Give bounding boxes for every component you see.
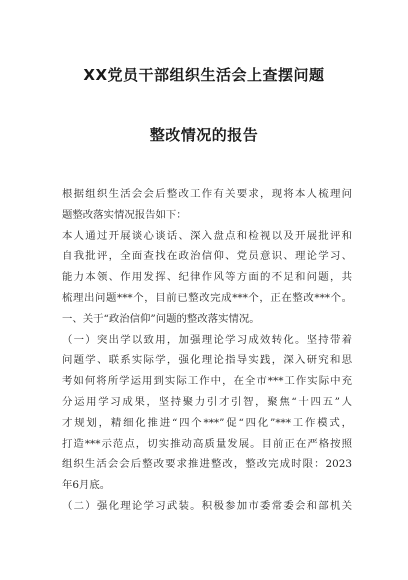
document-title-line1: XX党员干部组织生活会上查摆问题 [83, 66, 325, 84]
body-line: 问题学、联系实际学，强化理论指导实践，深入研究和思 [62, 354, 352, 367]
body-line: 年6月底。 [62, 479, 111, 492]
document-body [62, 184, 352, 517]
body-line: 才规划，精细化推进“四个***”促“四化”***工作模式， [62, 416, 352, 429]
body-line: （一）突出学以致用，加强理论学习成效转化。坚持带着 [62, 333, 352, 346]
body-line: 打造***示范点，切实推动高质量发展。目前正在严格按照 [62, 437, 352, 450]
section-heading: 一、关于“政治信仰”问题的整改落实情况。 [62, 312, 260, 325]
body-line: 梳理出问题***个，目前已整改完成***个，正在整改***个。 [62, 291, 352, 304]
body-line: 根据组织生活会会后整改工作有关要求，现将本人梳理问 [62, 188, 352, 200]
body-line: 分运用学习成果，坚持聚力引才引智，聚焦“十四五”人 [62, 395, 352, 408]
body-line: 自我批评，全面查找在政治信仰、党员意识、理论学习、 [62, 250, 352, 263]
body-line: 组织生活会会后整改要求推进整改，整改完成时限：2023 [62, 458, 352, 471]
body-line: 本人通过开展谈心谈话、深入盘点和检视以及开展批评和 [62, 229, 352, 242]
body-line: （二）强化理论学习武装。积极参加市委常委会和部机关 [62, 499, 352, 512]
document-title-line2: 整改情况的报告 [149, 126, 259, 144]
body-line: 题整改落实情况报告如下： [62, 208, 187, 221]
body-line: 能力本领、作用发挥、纪律作风等方面的不足和问题，共 [62, 271, 352, 284]
body-line: 考如何将所学运用到实际工作中，在全市***工作实际中充 [62, 375, 352, 388]
